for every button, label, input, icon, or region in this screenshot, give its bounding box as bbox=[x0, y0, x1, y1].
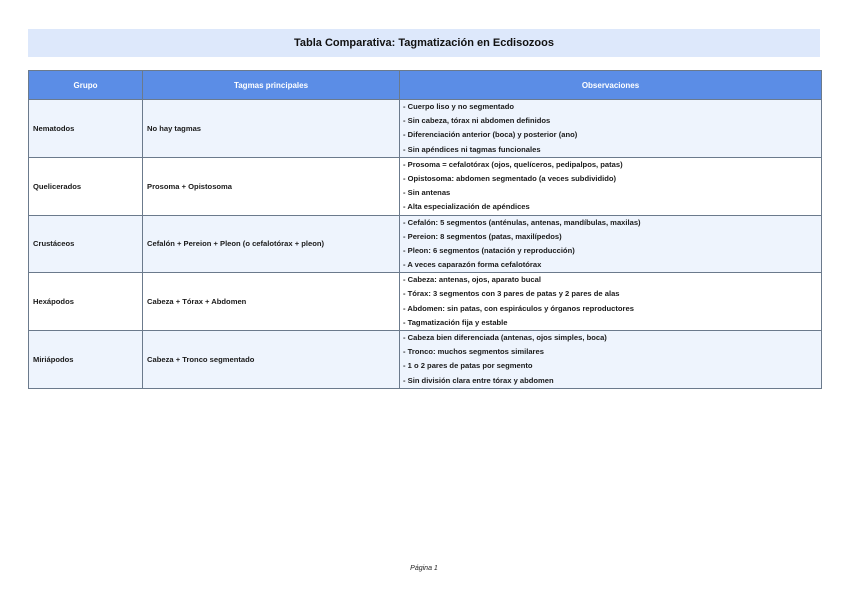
cell-tagmas: Cabeza + Tronco segmentado bbox=[143, 331, 400, 389]
observation-line: - Cabeza: antenas, ojos, aparato bucal bbox=[403, 275, 541, 285]
observation-line: - Cuerpo liso y no segmentado bbox=[403, 102, 514, 111]
cell-grupo: Nematodos bbox=[29, 100, 143, 158]
cell-observaciones bbox=[400, 215, 822, 273]
title-band bbox=[28, 29, 820, 57]
comparison-table bbox=[28, 70, 822, 389]
page-title: Tabla Comparativa: Tagmatización en Ecdisozoos bbox=[294, 37, 554, 49]
observation-line: - Prosoma = cefalotórax (ojos, quelíceros, pedipalpos, patas) bbox=[403, 159, 623, 169]
cell-observaciones bbox=[400, 157, 822, 215]
observation-line: - Sin antenas bbox=[403, 188, 451, 198]
table-row bbox=[29, 215, 822, 273]
cell-tagmas: Cabeza + Tórax + Abdomen bbox=[143, 273, 400, 331]
observation-line: - Abdomen: sin patas, con espiráculos y órganos reproductores bbox=[403, 303, 634, 313]
cell-grupo: Hexápodos bbox=[29, 273, 143, 331]
observation-line: - Sin cabeza, tórax ni abdomen definidos bbox=[403, 116, 551, 126]
observation-line: - Sin apéndices ni tagmas funcionales bbox=[403, 144, 541, 154]
cell-observaciones bbox=[400, 273, 822, 331]
observation-line: - 1 o 2 pares de patas por segmento bbox=[403, 361, 533, 371]
observation-line: - Tronco: muchos segmentos similares bbox=[403, 347, 544, 357]
observation-line: - A veces caparazón forma cefalotórax bbox=[403, 260, 542, 270]
observation-line: - Tagmatización fija y estable bbox=[403, 317, 508, 327]
observation-line: - Sin división clara entre tórax y abdomen bbox=[403, 375, 554, 385]
table-row bbox=[29, 273, 822, 331]
observation-line: - Diferenciación anterior (boca) y posterior (ano) bbox=[403, 130, 578, 140]
cell-grupo: Crustáceos bbox=[29, 215, 143, 273]
cell-tagmas: Cefalón + Pereion + Pleon (o cefalotórax + pleon) bbox=[143, 215, 400, 273]
observation-line: - Opistosoma: abdomen segmentado (a veces subdividido) bbox=[403, 173, 617, 183]
header-tagmas: Tagmas principales bbox=[143, 71, 400, 100]
observation-line: - Cabeza bien diferenciada (antenas, ojos simples, boca) bbox=[403, 333, 607, 342]
observation-line: - Tórax: 3 segmentos con 3 pares de patas y 2 pares de alas bbox=[403, 289, 620, 299]
cell-tagmas: Prosoma + Opistosoma bbox=[143, 157, 400, 215]
observation-line: - Alta especialización de apéndices bbox=[403, 202, 530, 212]
cell-observaciones bbox=[400, 331, 822, 389]
table-row bbox=[29, 331, 822, 389]
table-row bbox=[29, 157, 822, 215]
header-observaciones: Observaciones bbox=[400, 71, 822, 100]
page-number: Página 1 bbox=[410, 565, 438, 572]
table-header-row bbox=[29, 71, 822, 100]
table-row bbox=[29, 100, 822, 158]
cell-grupo: Miriápodos bbox=[29, 331, 143, 389]
observation-line: - Cefalón: 5 segmentos (anténulas, antenas, mandíbulas, maxilas) bbox=[403, 217, 641, 227]
observation-line: - Pleon: 6 segmentos (natación y reproducción) bbox=[403, 245, 575, 255]
cell-tagmas: No hay tagmas bbox=[143, 100, 400, 158]
header-grupo: Grupo bbox=[29, 71, 143, 100]
cell-grupo: Quelicerados bbox=[29, 157, 143, 215]
cell-observaciones bbox=[400, 100, 822, 158]
observation-line: - Pereion: 8 segmentos (patas, maxilípedos) bbox=[403, 231, 562, 241]
